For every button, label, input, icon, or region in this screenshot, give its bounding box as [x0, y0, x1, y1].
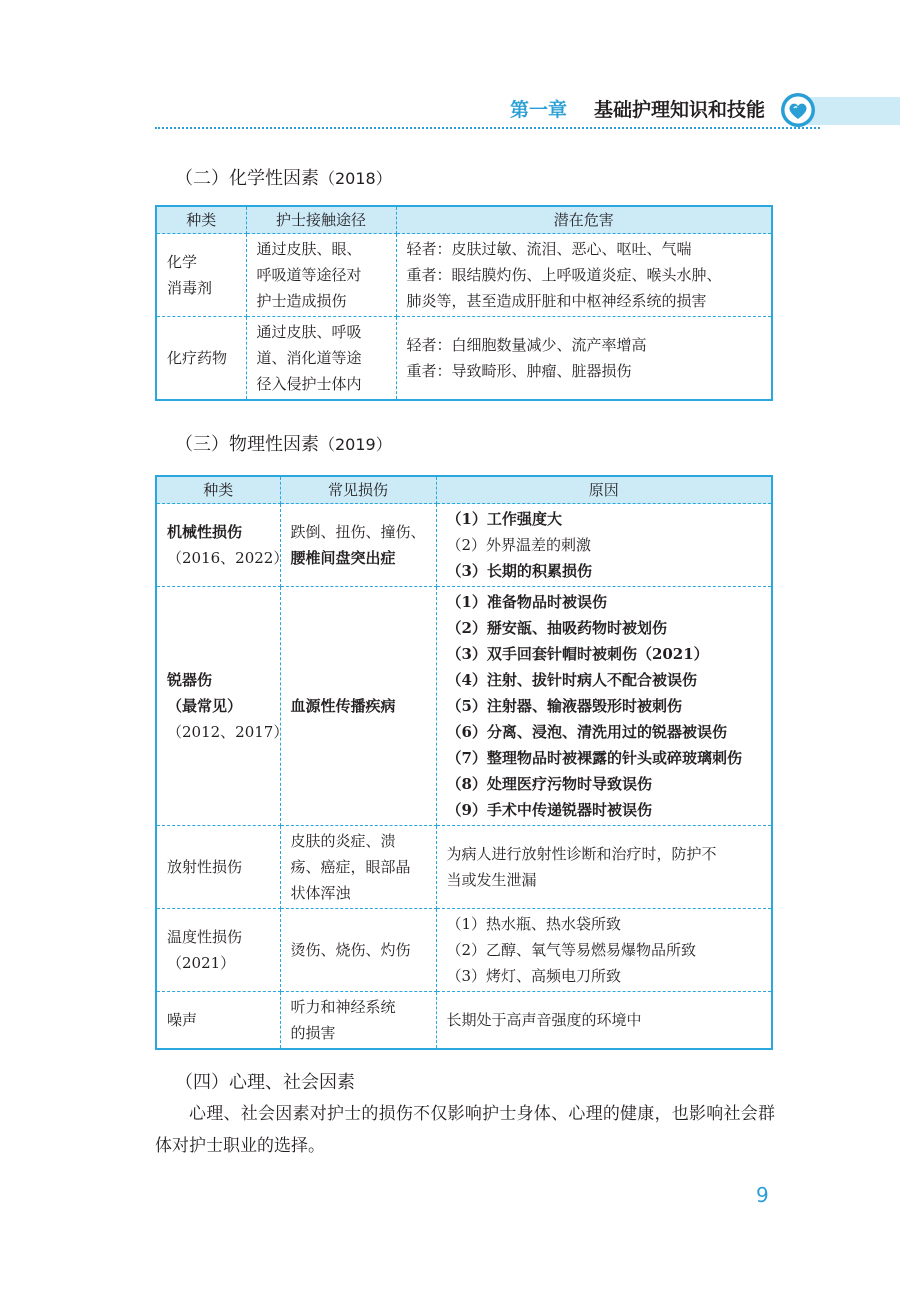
type-cell: [156, 317, 246, 401]
cell-line: （1）工作强度大: [446, 510, 562, 528]
table-row: [156, 234, 772, 317]
header-divider: [155, 127, 820, 129]
cell-line: （3）双手回套针帽时被刺伤（2021）: [446, 645, 709, 663]
physical-factors-table: [155, 475, 773, 1050]
chemical-factors-table: [155, 205, 773, 401]
cell-line: 化疗药物: [167, 349, 228, 367]
heart-drop-logo-icon: [780, 92, 816, 128]
injury-cell: [280, 826, 436, 909]
section-2-title-text: （二）化学性因素: [175, 168, 319, 189]
cause-cell: [436, 587, 772, 826]
cell-line: 轻者：白细胞数量减少、流产率增高: [406, 336, 647, 354]
header-cell: 原因: [436, 476, 772, 504]
header-cell: 潜在危害: [396, 206, 772, 234]
injury-cell: [280, 909, 436, 992]
cell-line: （2）外界温差的刺激: [446, 536, 592, 554]
cell-line: 皮肤的炎症、溃: [290, 832, 396, 850]
running-header: [0, 0, 900, 140]
cell-line: 化学: [167, 253, 198, 271]
table-row: [156, 992, 772, 1050]
cell-line: 通过皮肤、眼、: [256, 240, 362, 258]
cell-line: 肺炎等，甚至造成肝脏和中枢神经系统的损害: [406, 292, 707, 310]
cause-cell: [436, 826, 772, 909]
cell-line: （3）烤灯、高频电刀所致: [446, 967, 622, 985]
cell-line: 温度性损伤: [167, 928, 243, 946]
cell-line: 机械性损伤: [167, 523, 243, 541]
cell-line: 噪声: [167, 1011, 198, 1029]
cell-line: （2）掰安瓿、抽吸药物时被划伤: [446, 619, 667, 637]
table-row: [156, 317, 772, 401]
cell-line: （9）手术中传递锐器时被误伤: [446, 801, 652, 819]
cell-line: 烫伤、烧伤、灼伤: [290, 941, 411, 959]
section-3-title: [175, 430, 392, 456]
cause-cell: [436, 992, 772, 1050]
route-cell: [246, 317, 396, 401]
cell-line: 跌倒、扭伤、撞伤、: [290, 523, 426, 541]
table-row: [156, 826, 772, 909]
injury-cell: [280, 504, 436, 587]
cell-line: 当或发生泄漏: [446, 871, 537, 889]
cell-line: 状体浑浊: [290, 884, 351, 902]
cell-line: 重者：眼结膜灼伤、上呼吸道炎症、喉头水肿、: [406, 266, 722, 284]
cell-line: （3）长期的积累损伤: [446, 562, 592, 580]
section-3-year: （2019）: [319, 435, 392, 454]
type-cell: [156, 992, 280, 1050]
cell-line: 护士造成损伤: [256, 292, 347, 310]
table-header-row: [156, 206, 772, 234]
table-row: [156, 587, 772, 826]
cell-line: 为病人进行放射性诊断和治疗时，防护不: [446, 845, 717, 863]
cell-line: 呼吸道等途径对: [256, 266, 362, 284]
cell-line: （1）热水瓶、热水袋所致: [446, 915, 622, 933]
harm-cell: [396, 317, 772, 401]
harm-cell: [396, 234, 772, 317]
section-2-year: （2018）: [319, 169, 392, 188]
type-cell: [156, 587, 289, 826]
header-cell: 种类: [156, 476, 280, 504]
header-cell: 常见损伤: [280, 476, 436, 504]
cell-line: （7）整理物品时被裸露的针头或碎玻璃刺伤: [446, 749, 742, 767]
cell-line: 径入侵护士体内: [256, 375, 362, 393]
cell-line: 血源性传播疾病: [290, 697, 396, 715]
cause-cell: [436, 504, 772, 587]
cell-line: （1）准备物品时被误伤: [446, 593, 607, 611]
cell-line: 的损害: [290, 1024, 336, 1042]
section-2-title: [175, 164, 392, 190]
cause-cell: [436, 909, 772, 992]
route-cell: [246, 234, 396, 317]
cell-line: （5）注射器、输液器毁形时被刺伤: [446, 697, 682, 715]
cell-line: （4）注射、拔针时病人不配合被误伤: [446, 671, 697, 689]
cell-line: 疡、癌症，眼部晶: [290, 858, 411, 876]
table-header-row: [156, 476, 772, 504]
header-cell: 护士接触途径: [246, 206, 396, 234]
type-cell: [156, 826, 280, 909]
table-row: [156, 504, 772, 587]
injury-cell: [280, 587, 436, 826]
cell-line: （2012、2017）: [167, 723, 289, 741]
table-row: [156, 909, 772, 992]
section-4-title: [175, 1068, 355, 1094]
injury-cell: [280, 992, 436, 1050]
section-4-title-text: （四）心理、社会因素: [175, 1072, 355, 1093]
type-cell: [156, 234, 246, 317]
section-3-title-text: （三）物理性因素: [175, 434, 319, 455]
cell-line: 重者：导致畸形、肿瘤、脏器损伤: [406, 362, 632, 380]
cell-line: 轻者：皮肤过敏、流泪、恶心、呕吐、气喘: [406, 240, 692, 258]
cell-line: （2021）: [167, 954, 236, 972]
cell-line: 消毒剂: [167, 279, 213, 297]
type-cell: [156, 504, 289, 587]
page-number: 9: [756, 1183, 769, 1207]
cell-line: （8）处理医疗污物时导致误伤: [446, 775, 652, 793]
cell-line: （6）分离、浸泡、清洗用过的锐器被误伤: [446, 723, 727, 741]
body-paragraph: 心理、社会因素对护士的损伤不仅影响护士身体、心理的健康，也影响社会群体对护士职业的选择。: [155, 1104, 775, 1156]
chapter-label: 第一章: [510, 99, 568, 121]
cell-line: 锐器伤: [167, 671, 213, 689]
cell-line: 放射性损伤: [167, 858, 243, 876]
cell-line: 听力和神经系统: [290, 998, 396, 1016]
cell-line: 道、消化道等途: [256, 349, 362, 367]
cell-line: （最常见）: [167, 697, 243, 715]
type-cell: [156, 909, 280, 992]
header-cell: 种类: [156, 206, 246, 234]
chapter-title: 基础护理知识和技能: [594, 99, 766, 121]
cell-line: 通过皮肤、呼吸: [256, 323, 362, 341]
cell-line: （2）乙醇、氧气等易燃易爆物品所致: [446, 941, 697, 959]
cell-line: 长期处于高声音强度的环境中: [446, 1011, 642, 1029]
cell-line: 腰椎间盘突出症: [290, 549, 396, 567]
cell-line: （2016、2022）: [167, 549, 289, 567]
